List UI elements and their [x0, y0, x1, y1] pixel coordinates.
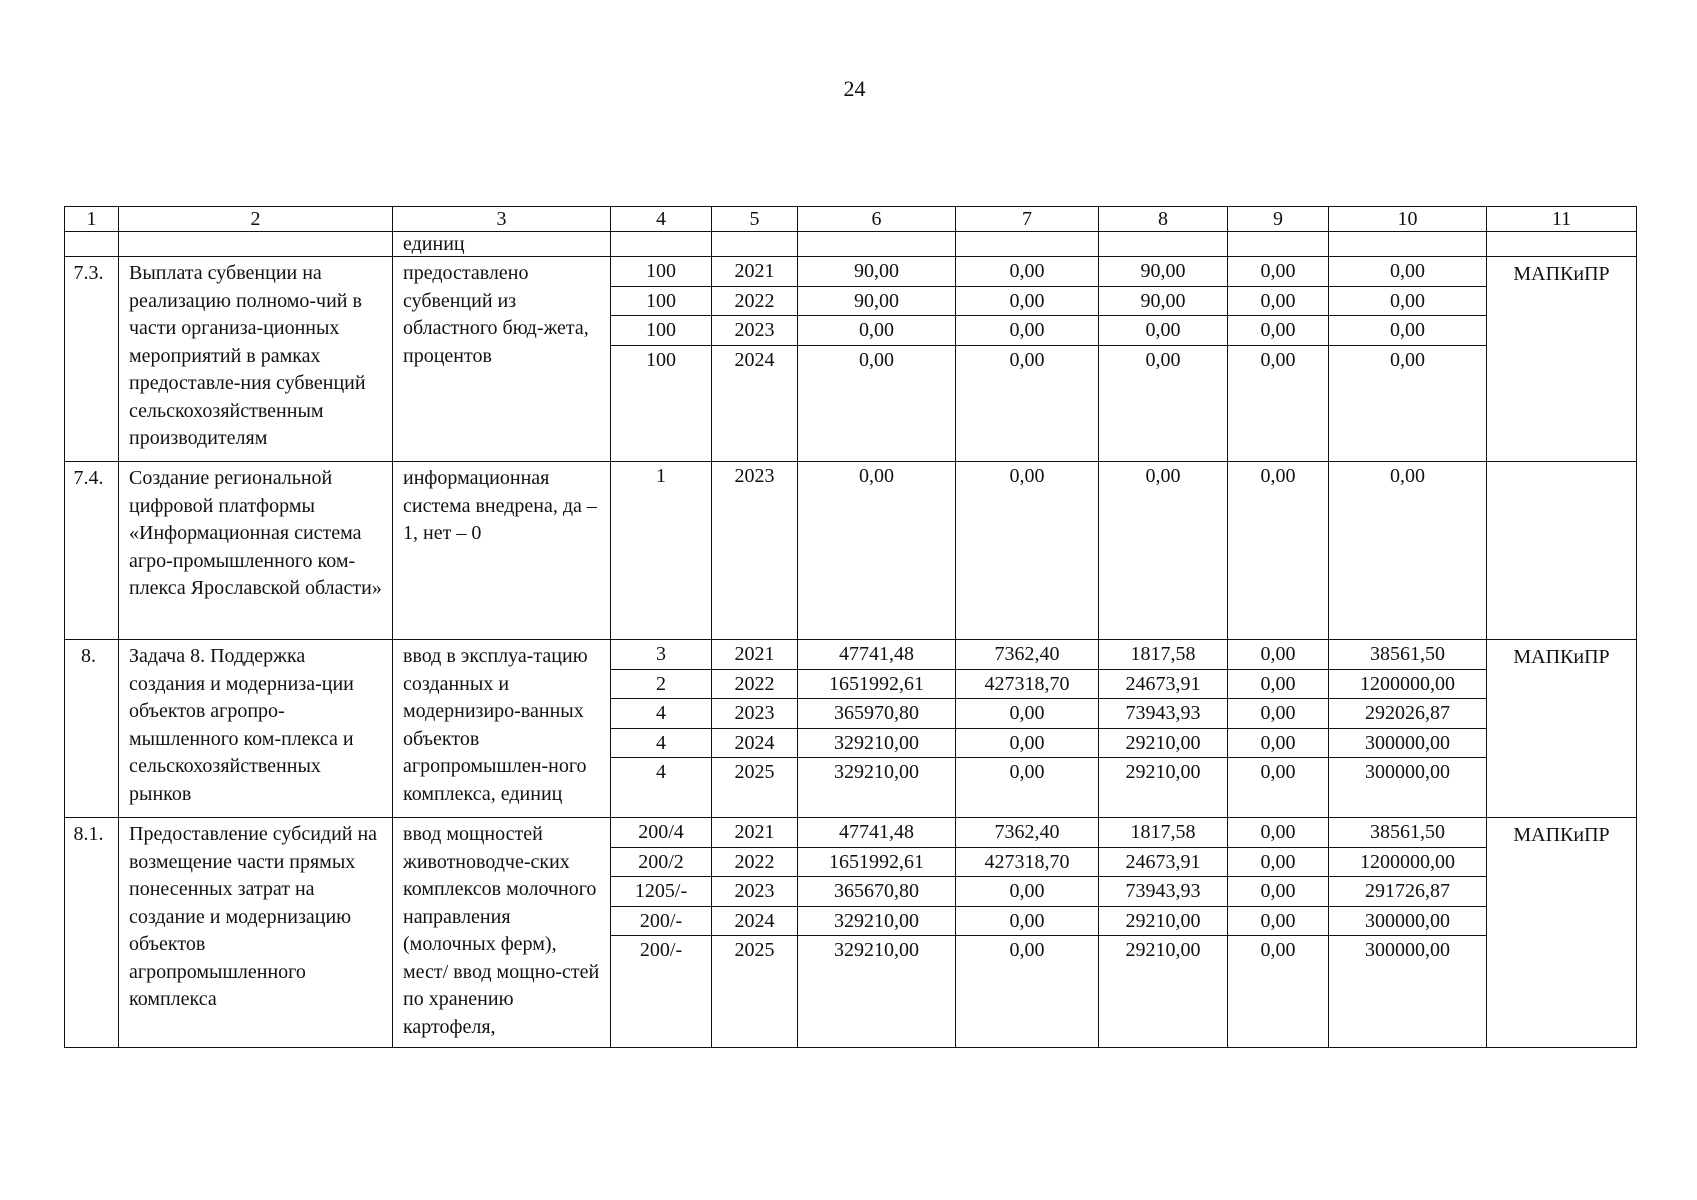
- total-funding: 47741,48: [798, 818, 955, 848]
- federal-funding: 0,00: [1009, 465, 1045, 487]
- year: 2021: [712, 257, 797, 287]
- regional-funding: 29210,00: [1125, 761, 1201, 783]
- regional-funding: 1817,58: [1099, 640, 1227, 670]
- other-funding-column: [1329, 818, 1487, 1048]
- total-funding: 0,00: [859, 465, 894, 487]
- responsible-executor: [1487, 462, 1637, 640]
- regional-funding-column: [1099, 257, 1228, 462]
- column-number-header: 11: [1487, 207, 1637, 232]
- other-funding: 1200000,00: [1329, 670, 1486, 700]
- total-funding: 90,00: [798, 287, 955, 317]
- table-row: [65, 640, 1637, 818]
- regional-funding: 90,00: [1099, 257, 1227, 287]
- indicator-value-column: [611, 257, 712, 462]
- total-funding: 47741,48: [798, 640, 955, 670]
- total-funding: 329210,00: [834, 761, 919, 783]
- indicator-value: 3: [611, 640, 711, 670]
- total-funding-column: [798, 257, 956, 462]
- other-funding: 38561,50: [1329, 818, 1486, 848]
- regional-funding: 29210,00: [1099, 729, 1227, 759]
- indicator-value: 200/4: [611, 818, 711, 848]
- regional-funding: 0,00: [1145, 348, 1181, 371]
- federal-funding-column: [956, 462, 1099, 640]
- year-column: [712, 818, 798, 1048]
- local-funding: 0,00: [1260, 465, 1296, 487]
- empty-cell: [956, 232, 1099, 257]
- local-funding-column: [1228, 257, 1329, 462]
- year: 2024: [734, 348, 775, 371]
- other-funding: 300000,00: [1329, 907, 1486, 937]
- empty-cell: [1487, 232, 1637, 257]
- responsible-executor: МАПКиПР: [1487, 818, 1637, 1048]
- column-number-header: 7: [956, 207, 1099, 232]
- column-number-header: 8: [1099, 207, 1228, 232]
- federal-funding: 7362,40: [956, 818, 1098, 848]
- row-number: 8.: [65, 640, 119, 818]
- column-number-header: 10: [1329, 207, 1487, 232]
- indicator-value: 100: [611, 257, 711, 287]
- year: 2021: [712, 818, 797, 848]
- indicator-value: 200/2: [611, 848, 711, 878]
- year: 2024: [712, 907, 797, 937]
- indicator-value-column: [611, 640, 712, 818]
- federal-funding: 7362,40: [956, 640, 1098, 670]
- measure-name: Предоставление субсидий на возмещение части прямых понесенных затрат на создание и модернизацию объектов агропромышленного комплекса: [119, 818, 393, 1048]
- regional-funding: 0,00: [1145, 465, 1181, 487]
- federal-funding: 0,00: [956, 316, 1098, 346]
- empty-cell: [1099, 232, 1228, 257]
- other-funding: 300000,00: [1329, 729, 1486, 759]
- federal-funding: 0,00: [1009, 761, 1045, 783]
- other-funding: 0,00: [1390, 348, 1425, 371]
- total-funding: 90,00: [798, 257, 955, 287]
- regional-funding: 90,00: [1099, 287, 1227, 317]
- other-funding: 300000,00: [1365, 761, 1450, 783]
- year: 2023: [712, 877, 797, 907]
- measure-name: Выплата субвенции на реализацию полномо-чий в части организа-ционных мероприятий в рамках предоставле-ния субвенций сельскохозяйственным производителям: [119, 257, 393, 462]
- local-funding: 0,00: [1260, 348, 1296, 371]
- local-funding: 0,00: [1228, 877, 1328, 907]
- total-funding-column: [798, 462, 956, 640]
- indicator-value: 100: [611, 287, 711, 317]
- local-funding: 0,00: [1228, 699, 1328, 729]
- table-row: [65, 257, 1637, 462]
- responsible-executor: МАПКиПР: [1487, 257, 1637, 462]
- row-number: 7.4.: [65, 462, 119, 640]
- column-number-header: 1: [65, 207, 119, 232]
- empty-cell: [119, 232, 393, 257]
- local-funding: 0,00: [1228, 257, 1328, 287]
- local-funding: 0,00: [1228, 848, 1328, 878]
- other-funding: 0,00: [1329, 257, 1486, 287]
- local-funding: 0,00: [1260, 939, 1296, 961]
- total-funding: 365670,80: [798, 877, 955, 907]
- indicator-value: 4: [611, 729, 711, 759]
- indicator-value: 100: [611, 316, 711, 346]
- local-funding: 0,00: [1228, 287, 1328, 317]
- local-funding: 0,00: [1260, 761, 1296, 783]
- empty-cell: [65, 232, 119, 257]
- other-funding: 38561,50: [1329, 640, 1486, 670]
- page-number: 24: [843, 76, 866, 101]
- column-number-header: 9: [1228, 207, 1329, 232]
- year-column: [712, 462, 798, 640]
- federal-funding: 0,00: [956, 877, 1098, 907]
- year: 2024: [712, 729, 797, 759]
- total-funding: 329210,00: [834, 939, 919, 961]
- empty-cell: [611, 232, 712, 257]
- federal-funding-column: [956, 640, 1099, 818]
- year: 2022: [712, 670, 797, 700]
- indicator-value: 4: [611, 699, 711, 729]
- year: 2023: [734, 465, 775, 487]
- year-column: [712, 640, 798, 818]
- total-funding: 0,00: [859, 348, 894, 371]
- row-number: 7.3.: [65, 257, 119, 462]
- regional-funding: 0,00: [1099, 316, 1227, 346]
- total-funding-column: [798, 640, 956, 818]
- regional-funding: 29210,00: [1099, 907, 1227, 937]
- other-funding-column: [1329, 462, 1487, 640]
- federal-funding: 0,00: [1009, 348, 1045, 371]
- total-funding: 365970,80: [798, 699, 955, 729]
- indicator-value-column: [611, 462, 712, 640]
- federal-funding: 427318,70: [956, 670, 1098, 700]
- table-row: [65, 818, 1637, 1048]
- indicator-description: предоставлено субвенций из областного бюд-жета, процентов: [393, 257, 611, 462]
- indicator-value: 1: [656, 465, 666, 487]
- other-funding: 0,00: [1329, 316, 1486, 346]
- year: 2023: [712, 699, 797, 729]
- local-funding: 0,00: [1228, 316, 1328, 346]
- empty-cell: [798, 232, 956, 257]
- column-number-header: 4: [611, 207, 712, 232]
- continuation-text: единиц: [393, 232, 611, 257]
- year: 2022: [712, 287, 797, 317]
- total-funding: 1651992,61: [798, 848, 955, 878]
- indicator-description: ввод мощностей животноводче-ских комплексов молочного направления (молочных ферм), мест/ ввод мощно-стей по хранению картофеля,: [393, 818, 611, 1048]
- year: 2025: [734, 939, 775, 961]
- empty-cell: [712, 232, 798, 257]
- federal-funding: 0,00: [956, 907, 1098, 937]
- federal-funding-column: [956, 257, 1099, 462]
- local-funding: 0,00: [1228, 640, 1328, 670]
- federal-funding: 0,00: [956, 729, 1098, 759]
- local-funding-column: [1228, 640, 1329, 818]
- year-column: [712, 257, 798, 462]
- indicator-value: 100: [646, 348, 676, 371]
- indicator-description: ввод в эксплуа-тацию созданных и модернизиро-ванных объектов агропромышлен-ного комплекса, единиц: [393, 640, 611, 818]
- other-funding-column: [1329, 640, 1487, 818]
- empty-cell: [1228, 232, 1329, 257]
- federal-funding: 0,00: [1009, 939, 1045, 961]
- indicator-value: 200/-: [639, 939, 683, 961]
- total-funding: 329210,00: [798, 907, 955, 937]
- continuation-row: [65, 232, 1637, 257]
- local-funding: 0,00: [1228, 818, 1328, 848]
- responsible-executor: МАПКиПР: [1487, 640, 1637, 818]
- program-table: [64, 206, 1637, 1048]
- regional-funding: 24673,91: [1099, 670, 1227, 700]
- indicator-value: 2: [611, 670, 711, 700]
- other-funding: 300000,00: [1365, 939, 1450, 961]
- year: 2021: [712, 640, 797, 670]
- total-funding: 329210,00: [798, 729, 955, 759]
- other-funding: 292026,87: [1329, 699, 1486, 729]
- total-funding-column: [798, 818, 956, 1048]
- empty-cell: [1329, 232, 1487, 257]
- federal-funding: 0,00: [956, 287, 1098, 317]
- regional-funding: 73943,93: [1099, 699, 1227, 729]
- column-number-header: 5: [712, 207, 798, 232]
- year: 2023: [712, 316, 797, 346]
- year: 2022: [712, 848, 797, 878]
- row-number: 8.1.: [65, 818, 119, 1048]
- federal-funding: 0,00: [956, 257, 1098, 287]
- column-number-header: 6: [798, 207, 956, 232]
- total-funding: 0,00: [798, 316, 955, 346]
- local-funding: 0,00: [1228, 907, 1328, 937]
- regional-funding: 29210,00: [1125, 939, 1201, 961]
- column-number-row: [65, 207, 1637, 232]
- other-funding: 0,00: [1390, 465, 1425, 487]
- other-funding: 291726,87: [1329, 877, 1486, 907]
- other-funding-column: [1329, 257, 1487, 462]
- indicator-value: 4: [656, 761, 666, 783]
- federal-funding: 427318,70: [956, 848, 1098, 878]
- column-number-header: 2: [119, 207, 393, 232]
- local-funding: 0,00: [1228, 670, 1328, 700]
- measure-name: Создание региональной цифровой платформы «Информационная система агро-промышленного ком-плекса Ярославской области»: [119, 462, 393, 640]
- indicator-value: 200/-: [611, 907, 711, 937]
- indicator-value-column: [611, 818, 712, 1048]
- total-funding: 1651992,61: [798, 670, 955, 700]
- regional-funding: 1817,58: [1099, 818, 1227, 848]
- local-funding-column: [1228, 462, 1329, 640]
- local-funding-column: [1228, 818, 1329, 1048]
- federal-funding-column: [956, 818, 1099, 1048]
- other-funding: 0,00: [1329, 287, 1486, 317]
- other-funding: 1200000,00: [1329, 848, 1486, 878]
- regional-funding-column: [1099, 640, 1228, 818]
- indicator-value: 1205/-: [611, 877, 711, 907]
- table-row: [65, 462, 1637, 640]
- regional-funding-column: [1099, 462, 1228, 640]
- regional-funding: 73943,93: [1099, 877, 1227, 907]
- year: 2025: [734, 761, 775, 783]
- indicator-description: информационная система внедрена, да – 1, нет – 0: [393, 462, 611, 640]
- regional-funding-column: [1099, 818, 1228, 1048]
- regional-funding: 24673,91: [1099, 848, 1227, 878]
- column-number-header: 3: [393, 207, 611, 232]
- federal-funding: 0,00: [956, 699, 1098, 729]
- measure-name: Задача 8. Поддержка создания и модерниза-ции объектов агропро-мышленного ком-плекса и сельскохозяйственных рынков: [119, 640, 393, 818]
- local-funding: 0,00: [1228, 729, 1328, 759]
